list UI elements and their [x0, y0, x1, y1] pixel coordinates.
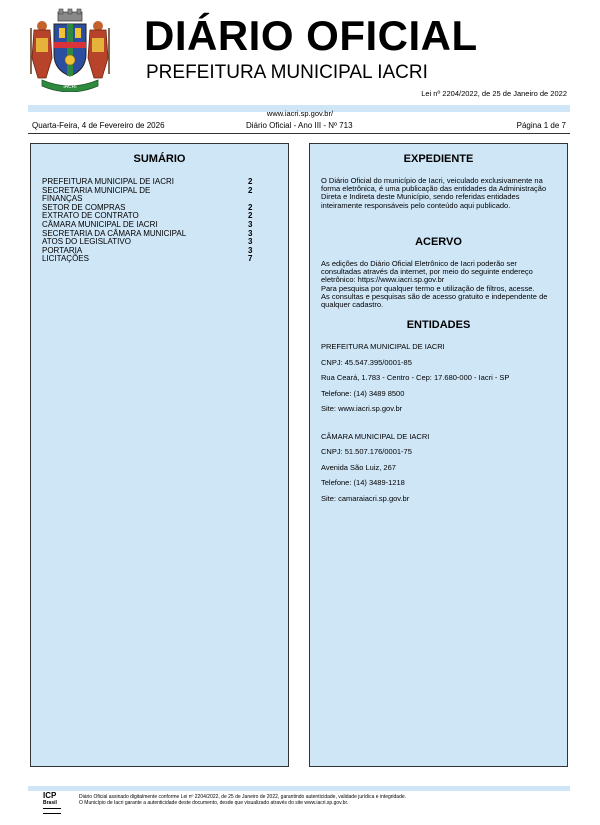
toc-item-page: 3	[248, 219, 253, 229]
entidades-title: ENTIDADES	[406, 319, 471, 331]
toc-item-page: 2	[248, 177, 253, 186]
page-title: DIÁRIO OFICIAL	[144, 12, 478, 59]
toc-item-label: CÂMARA MUNICIPAL DE IACRI	[42, 219, 158, 229]
acervo-line-1: As edições do Diário Oficial Eletrônico de Iacri poderão ser consultadas através da internet, por meio do seguinte endereço eletrônico: https://www.iacri.sp.gov.br	[321, 259, 533, 285]
header-divider	[28, 133, 570, 134]
page-subtitle: PREFEITURA MUNICIPAL IACRI	[146, 62, 428, 83]
footer-line-1: Diário Oficial assinado digitalmente conforme Lei nº 2204/2022, de 25 de Janeiro de 2022, garantindo autenticidade, validade jurídica e integridade.	[79, 794, 407, 800]
toc-item-label: PORTARIA	[42, 245, 83, 255]
info-panel	[309, 143, 568, 767]
entity-gap	[321, 417, 557, 429]
toc-item-page: 7	[248, 254, 253, 264]
toc-item-page: 3	[248, 228, 253, 238]
prefeitura-cnpj: CNPJ: 45.547.395/0001-85	[321, 357, 412, 367]
crest-motto: IACRI	[63, 84, 77, 90]
acervo-title: ACERVO	[415, 236, 462, 248]
toc-item[interactable]	[42, 187, 258, 204]
icp-logo-bottom: Brasil	[43, 800, 57, 806]
toc-item-label: SECRETARIA DA CÂMARA MUNICIPAL	[42, 228, 187, 238]
camara-address: Avenida São Luiz, 267	[321, 462, 396, 472]
edition-number: Diário Oficial - Ano III - Nº 713	[246, 121, 353, 130]
toc-item-page: 3	[248, 245, 253, 255]
expediente-title: EXPEDIENTE	[403, 153, 474, 165]
toc-item-page: 2	[248, 185, 253, 195]
toc-item-label: LICITAÇÕES	[42, 254, 89, 264]
prefeitura-site[interactable]: Site: www.iacri.sp.gov.br	[321, 404, 403, 413]
edition-date: Quarta-Feira, 4 de Fevereiro de 2026	[32, 121, 165, 130]
acervo-line-2: Para pesquisa por qualquer termo e utilização de filtros, acesse.	[321, 283, 535, 293]
toc-item-label: SETOR DE COMPRAS	[42, 202, 126, 212]
icp-logo-bars-icon	[43, 808, 61, 814]
footer-line-2: O Município de Iacri garante a autenticidade deste documento, desde que visualizado através do site www.iacri.sp.gov.br.	[79, 800, 349, 806]
icp-brasil-logo	[42, 792, 64, 814]
bottom-band	[28, 786, 570, 791]
prefeitura-phone: Telefone: (14) 3489 8500	[321, 388, 405, 398]
icp-logo-top: ICP	[43, 791, 57, 800]
prefeitura-name: PREFEITURA MUNICIPAL DE IACRI	[321, 342, 445, 351]
toc-item-page: 3	[248, 237, 253, 247]
toc-item-label: EXTRATO DE CONTRATO	[42, 211, 139, 221]
sumario-panel	[30, 143, 289, 767]
toc-item-page: 2	[248, 211, 253, 221]
table-of-contents	[42, 178, 258, 264]
camara-name: CÂMARA MUNICIPAL DE IACRI	[321, 431, 430, 441]
camara-cnpj: CNPJ: 51.507.176/0001-75	[321, 447, 412, 456]
prefeitura-address: Rua Ceará, 1.783 - Centro - Cep: 17.680-000 - Iacri - SP	[321, 373, 510, 382]
toc-item-label: PREFEITURA MUNICIPAL DE IACRI	[42, 177, 175, 186]
sumario-title: SUMÁRIO	[133, 153, 186, 165]
page-indicator: Página 1 de 7	[516, 121, 566, 130]
camara-site[interactable]: Site: camaraiacri.sp.gov.br	[321, 493, 410, 503]
entidades-list	[321, 339, 557, 506]
camara-phone: Telefone: (14) 3489-1218	[321, 478, 405, 487]
law-reference: Lei nº 2204/2022, de 25 de Janeiro de 2022	[421, 89, 567, 98]
toc-item-page: 2	[248, 202, 253, 212]
coat-of-arms-icon	[28, 8, 112, 92]
edition-info-bar	[28, 120, 570, 132]
toc-item-label: SECRETARIA MUNICIPAL DE FINANÇAS	[42, 185, 151, 204]
footer-notice	[79, 794, 406, 806]
acervo-text	[321, 260, 555, 309]
site-link[interactable]: www.iacri.sp.gov.br/	[266, 109, 334, 118]
expediente-text: O Diário Oficial do município de Iacri, veiculado exclusivamente na forma eletrônica, é uma publicação das entidades da Administração Direta e Indireta deste Município, sendo referidas entidades inteiramente responsáveis pelo conteúdo aqui publicado.	[321, 176, 547, 210]
toc-item[interactable]	[42, 255, 258, 264]
toc-item-label: ATOS DO LEGISLATIVO	[42, 237, 131, 247]
acervo-line-3: As consultas e pesquisas são de acesso gratuito e independente de qualquer cadastro.	[321, 291, 548, 310]
